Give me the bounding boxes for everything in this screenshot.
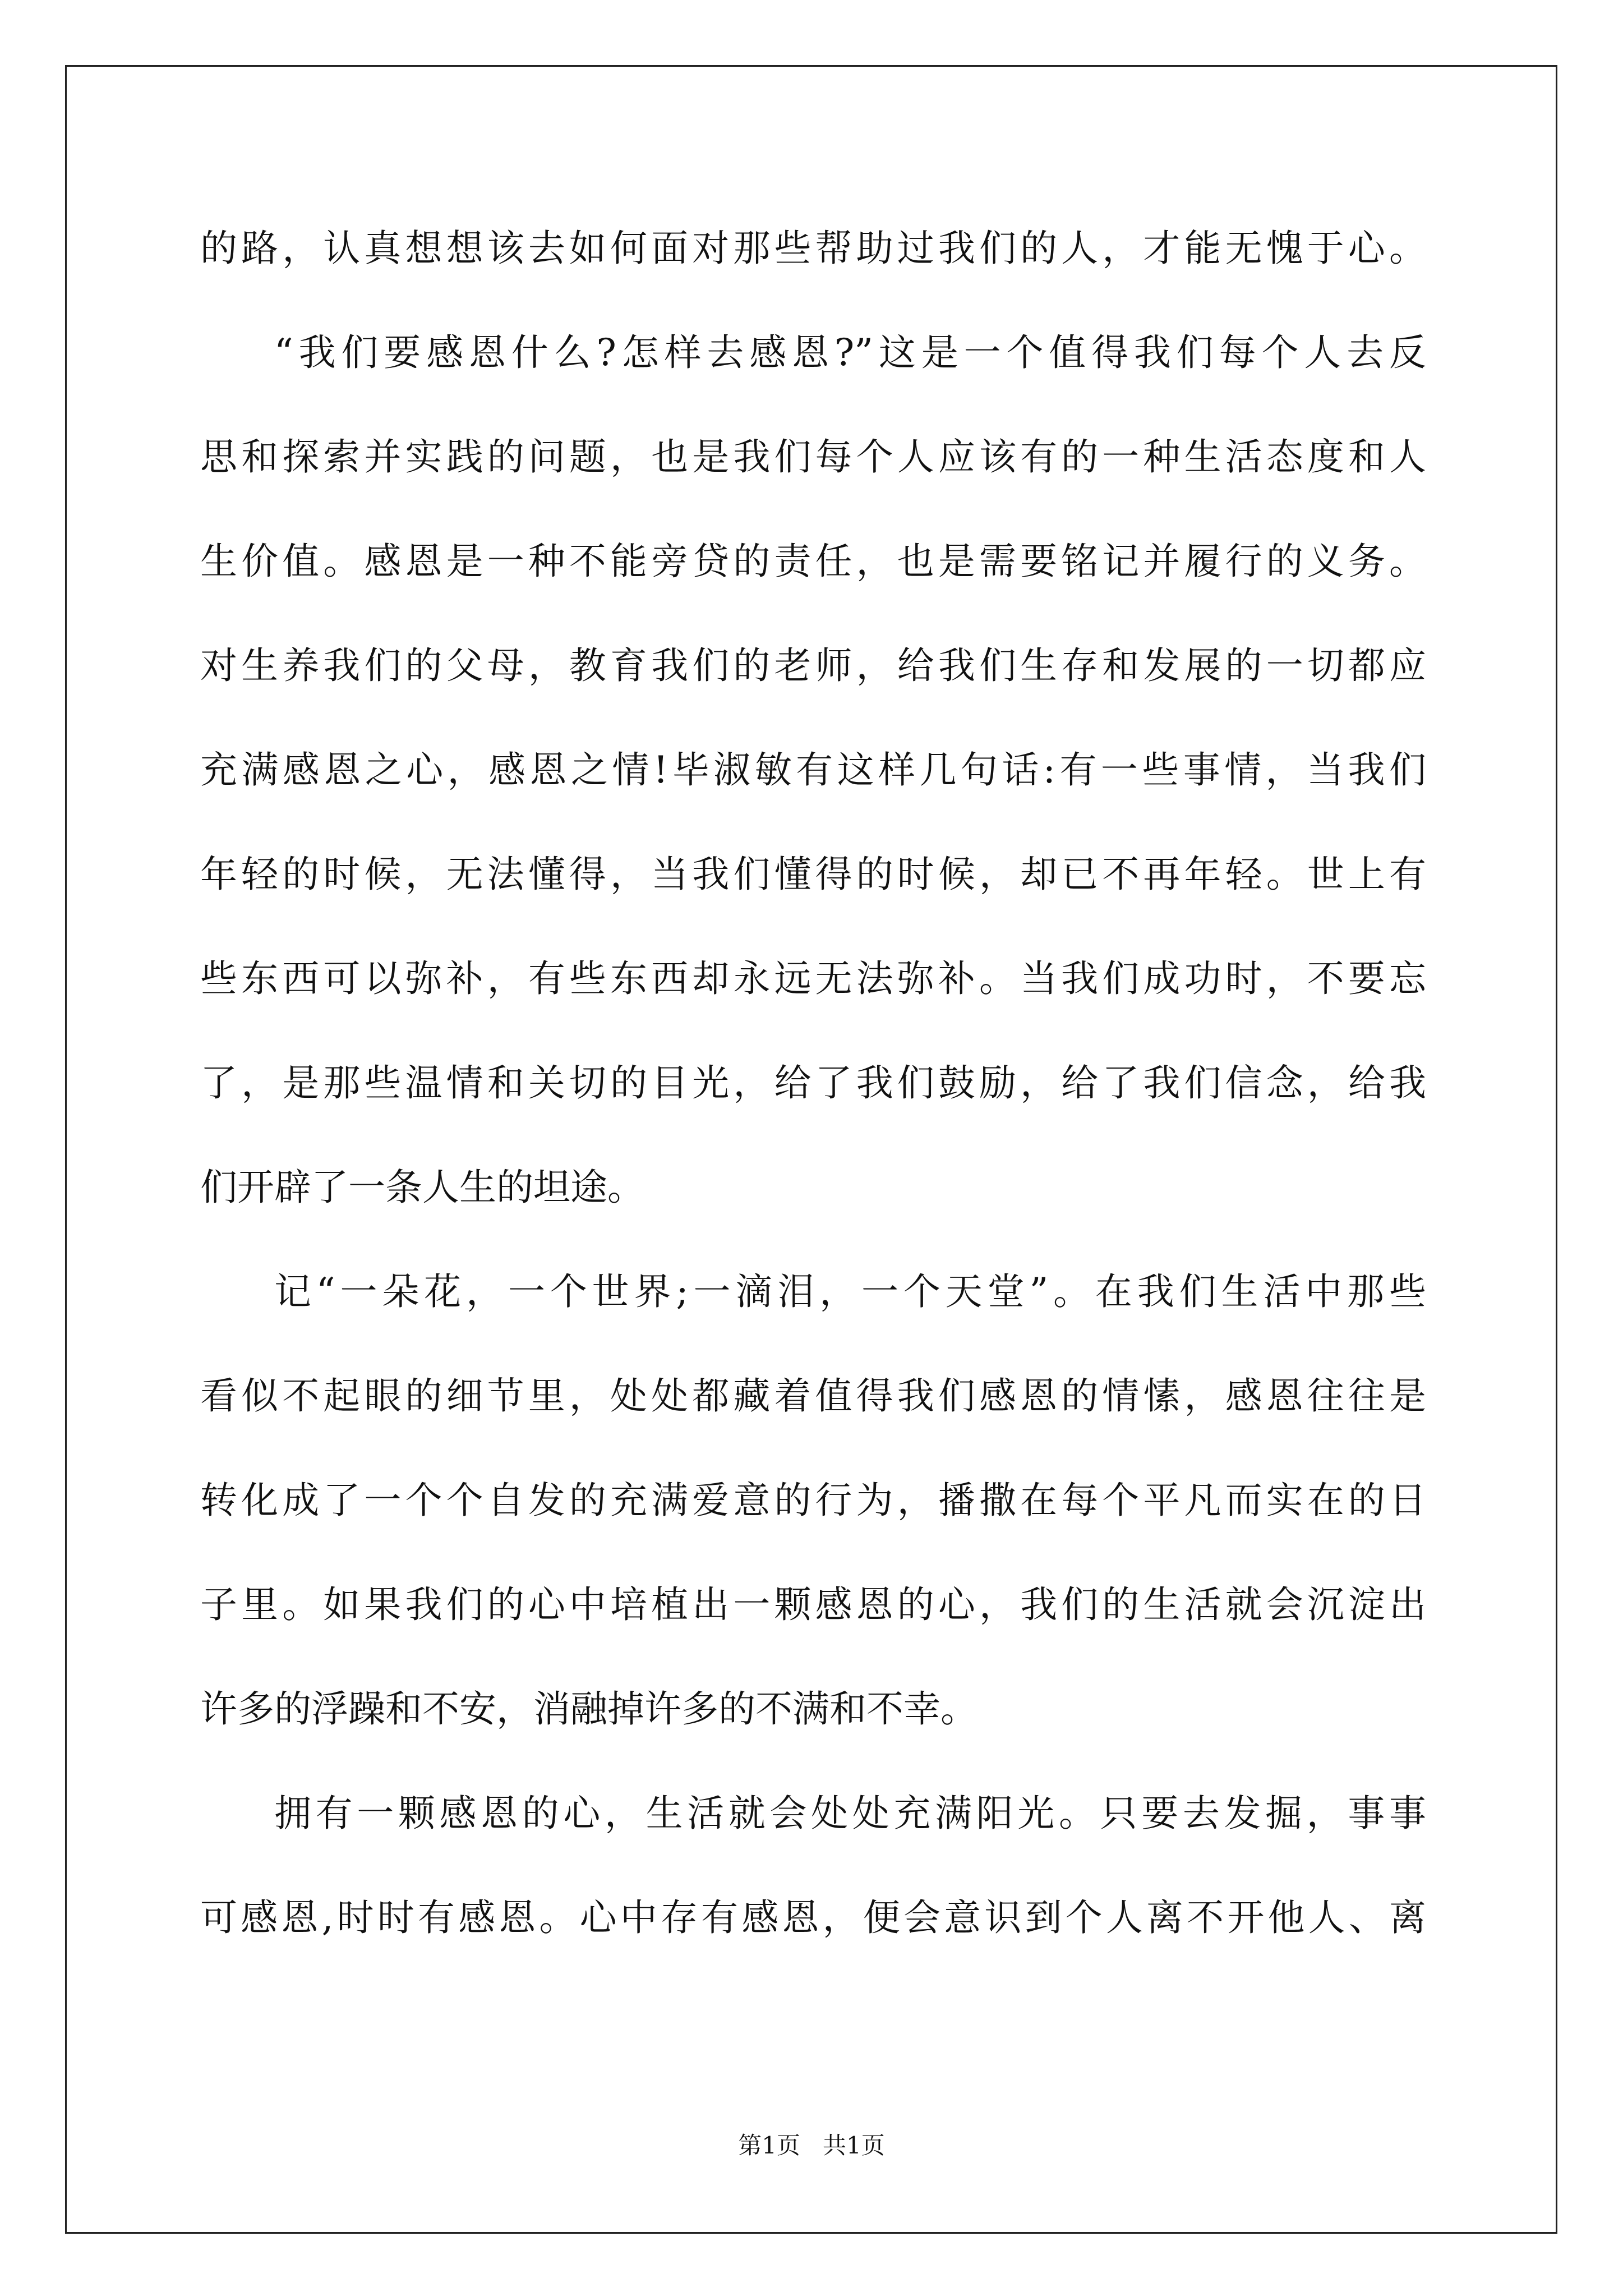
text-line: 思和探索并实践的问题，也是我们每个人应该有的一种生活态度和人 [200, 435, 1426, 478]
document-body [200, 196, 1426, 1970]
text-line: 了，是那些温情和关切的目光，给了我们鼓励，给了我们信念，给我 [200, 1061, 1426, 1105]
page-number-footer: 第1页 共1页 [738, 2132, 885, 2159]
text-line: 年轻的时候，无法懂得，当我们懂得的时候，却已不再年轻。世上有 [200, 853, 1426, 896]
text-line: 可感恩,时时有感恩。心中存有感恩，便会意识到个人离不开他人、离 [200, 1896, 1426, 1939]
text-line: 些东西可以弥补，有些东西却永远无法弥补。当我们成功时，不要忘 [200, 957, 1426, 1000]
text-line: 转化成了一个个自发的充满爱意的行为，播撒在每个平凡而实在的日 [200, 1479, 1426, 1522]
text-line: 拥有一颗感恩的心，生活就会处处充满阳光。只要去发掘，事事 [274, 1792, 1426, 1835]
text-line: 记“一朵花，一个世界;一滴泪，一个天堂”。在我们生活中那些 [274, 1270, 1426, 1313]
text-line: 看似不起眼的细节里，处处都藏着值得我们感恩的情愫，感恩往往是 [200, 1374, 1426, 1418]
text-line: 的路，认真想想该去如何面对那些帮助过我们的人，才能无愧于心。 [200, 227, 1426, 270]
text-line: 生价值。感恩是一种不能旁贷的责任，也是需要铭记并履行的义务。 [200, 540, 1426, 583]
text-line: 许多的浮躁和不安，消融掉许多的不满和不幸。 [200, 1687, 978, 1731]
text-line: 们开辟了一条人生的坦途。 [200, 1166, 644, 1209]
text-line: 子里。如果我们的心中培植出一颗感恩的心，我们的生活就会沉淀出 [200, 1583, 1426, 1626]
text-line: 对生养我们的父母，教育我们的老师，给我们生存和发展的一切都应 [200, 644, 1426, 687]
text-line: 充满感恩之心，感恩之情!毕淑敏有这样几句话:有一些事情，当我们 [200, 748, 1426, 792]
text-line: “我们要感恩什么?怎样去感恩?”这是一个值得我们每个人去反 [274, 331, 1426, 374]
